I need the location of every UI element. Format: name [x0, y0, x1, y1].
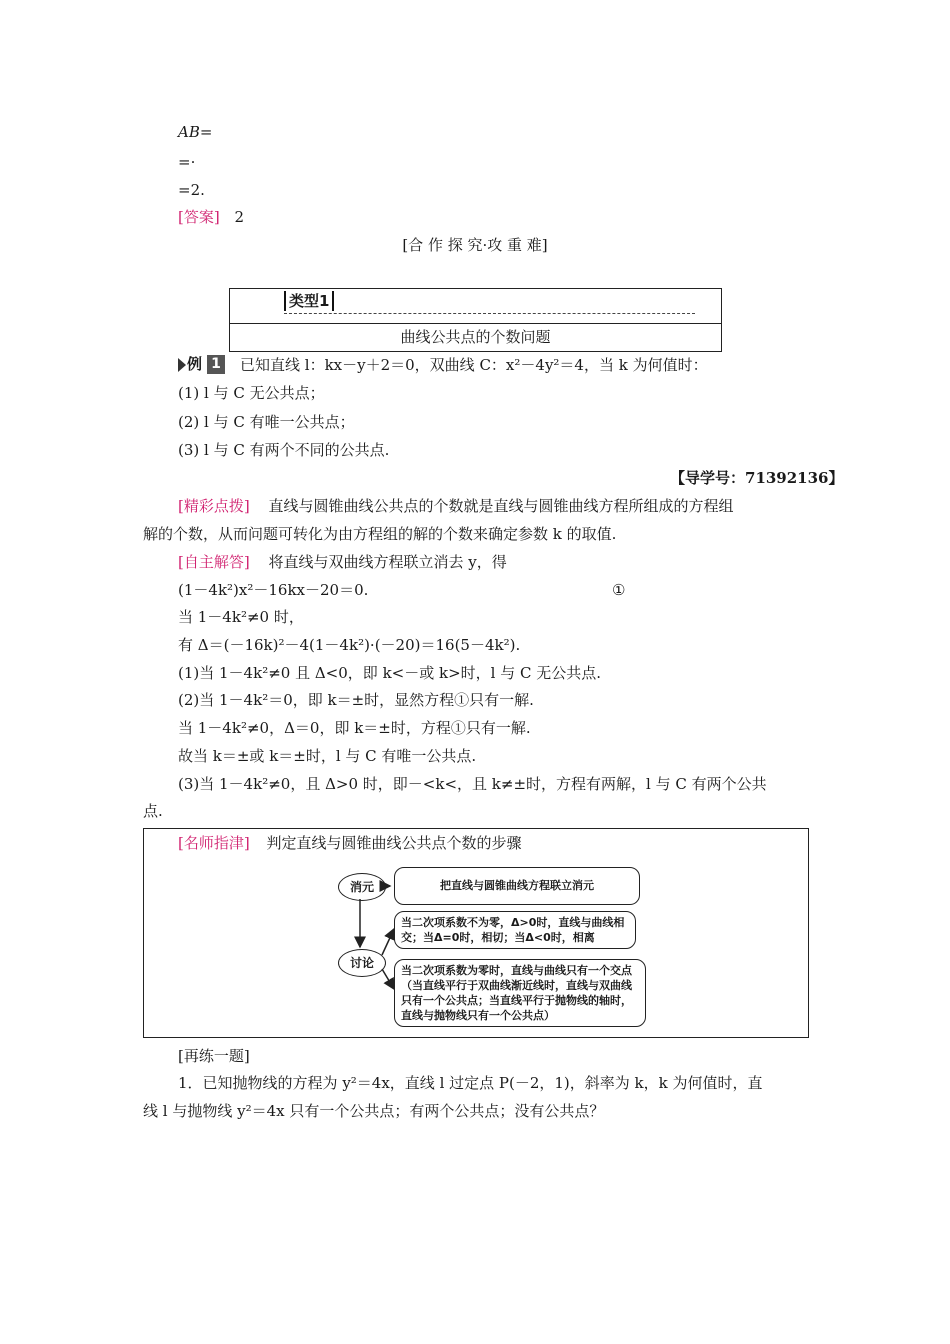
practice-tag: [再练一题] [178, 1047, 250, 1065]
example-number: 1 [207, 355, 225, 374]
practice-line-1: 1．已知抛物线的方程为 y²＝4x，直线 l 过定点 P(－2，1)，斜率为 k，k 为何值时，直 [178, 1074, 763, 1092]
solution-line-0 [178, 552, 507, 572]
practice-line-2: 线 l 与抛物线 y²＝4x 只有一个公共点；有两个公共点；没有公共点？ [143, 1102, 605, 1120]
solution-line-7: 故当 k＝±或 k＝±时，l 与 C 有唯一公共点. [178, 747, 477, 765]
equation-mark: ① [612, 581, 626, 599]
answer-line [178, 207, 244, 227]
flow-box-eliminate: 把直线与圆锥曲线方程联立消元 [394, 867, 640, 905]
type-box-header [230, 289, 721, 324]
example-label: 例 [187, 355, 203, 373]
answer-value: 2 [234, 208, 245, 226]
question-3: (3) l 与 C 有两个不同的公共点. [178, 441, 390, 459]
tip-box [143, 828, 809, 1038]
type-badge: 类型1 [284, 291, 334, 311]
equation-result: =2. [178, 181, 205, 199]
triangle-icon [178, 358, 186, 372]
solution-line-2: 当 1－4k²≠0 时， [178, 608, 304, 626]
solution-line-3: 有 Δ＝(－16k)²－4(1－4k²)·(－20)＝16(5－4k²). [178, 636, 521, 654]
solution-line-9: 点. [143, 802, 163, 820]
discuss-node: 讨论 [338, 949, 386, 977]
section-title: [合 作 探 究·攻 重 难] [402, 236, 548, 254]
answer-tag: [答案] [178, 208, 220, 226]
equation-step: =· [178, 153, 196, 171]
example-stem: 已知直线 l：kx－y＋2＝0，双曲线 C：x²－4y²＝4，当 k 为何值时： [240, 356, 708, 374]
tip-tag: [名师指津] [178, 834, 250, 852]
solution-eq-1: (1－4k²)x²－16kx－20＝0. [178, 581, 369, 599]
flow-box-zero: 当二次项系数为零时，直线与曲线只有一个交点（当直线平行于双曲线渐近线时，直线与双曲线只有一个公共点；当直线平行于抛物线的轴时，直线与抛物线只有一个公共点） [394, 959, 646, 1027]
solution-line-4: (1)当 1－4k²≠0 且 Δ<0，即 k<－或 k>时，l 与 C 无公共点. [178, 664, 601, 682]
hint-text-1: 直线与圆锥曲线公共点的个数就是直线与圆锥曲线方程所组成的方程组 [268, 497, 734, 515]
guide-number: 【导学号：71392136】 [670, 469, 844, 487]
hint-text-2: 解的个数，从而问题可转化为由方程组的解的个数来确定参数 k 的取值. [143, 525, 617, 543]
type-subtitle: 曲线公共点的个数问题 [400, 328, 551, 346]
question-2: (2) l 与 C 有唯一公共点； [178, 413, 355, 431]
question-1: (1) l 与 C 无公共点； [178, 384, 325, 402]
tip-title: 判定直线与圆锥曲线公共点个数的步骤 [266, 834, 522, 852]
ab-equation: AB= [178, 123, 213, 141]
hint-tag: [精彩点拨] [178, 497, 250, 515]
solution-tag: [自主解答] [178, 553, 250, 571]
dashed-divider [284, 313, 695, 314]
type-box [229, 288, 722, 352]
example-badge [178, 355, 226, 374]
solution-text-0: 将直线与双曲线方程联立消去 y，得 [268, 553, 507, 571]
solution-line-5: (2)当 1－4k²＝0，即 k＝±时，显然方程①只有一解. [178, 691, 534, 709]
hint-line-1 [178, 496, 734, 516]
solution-line-8: (3)当 1－4k²≠0，且 Δ>0 时，即－<k<，且 k≠±时，方程有两解，l 与 C 有两个公共 [178, 775, 767, 793]
eliminate-node: 消元 [338, 873, 386, 901]
flow-box-nonzero: 当二次项系数不为零，Δ>0时，直线与曲线相交；当Δ=0时，相切；当Δ<0时，相离 [394, 911, 636, 949]
solution-line-6: 当 1－4k²≠0，Δ＝0，即 k＝±时，方程①只有一解. [178, 719, 531, 737]
